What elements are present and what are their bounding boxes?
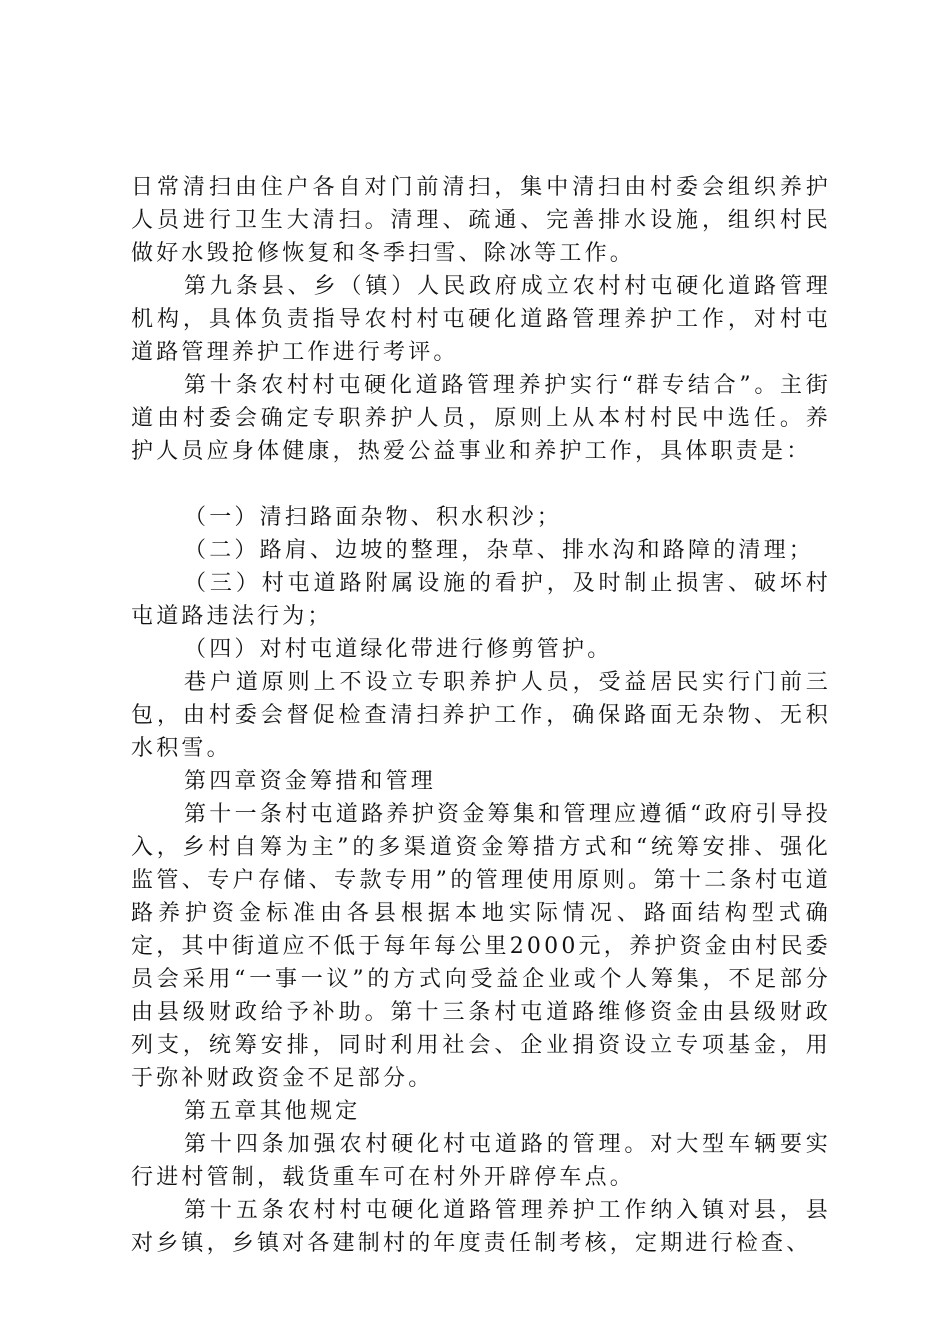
paragraph-article-15: 第十五条农村村屯硬化道路管理养护工作纳入镇对县，县对乡镇，乡镇对各建制村的年度责任制考核，定期进行检查、 [131,1198,831,1256]
paragraph-article-14: 第十四条加强农村硬化村屯道路的管理。对大型车辆要实行进村管制，载货重车可在村外开辟停车点。 [131,1132,831,1190]
chapter-5-heading: 第五章其他规定 [184,1099,361,1124]
list-item-3: （三）村屯道路附属设施的看护，及时制止损害、破坏村屯道路违法行为； [131,571,831,629]
paragraph-article-9: 第九条县、乡（镇）人民政府成立农村村屯硬化道路管理机构，具体负责指导农村村屯硬化道路管理养护工作，对村屯道路管理养护工作进行考评。 [131,274,831,365]
chapter-4-heading: 第四章资金筹措和管理 [184,769,437,794]
paragraph-article-10: 第十条农村村屯硬化道路管理养护实行“群专结合”。主街道由村委会确定专职养护人员，原则上从本村村民中选任。养护人员应身体健康，热爱公益事业和养护工作，具体职责是： [131,373,831,464]
paragraph-alley-roads: 巷户道原则上不设立专职养护人员，受益居民实行门前三包，由村委会督促检查清扫养护工作，确保路面无杂物、无积水积雪。 [131,670,831,761]
list-item-4: （四）对村屯道绿化带进行修剪管护。 [184,637,613,662]
paragraph-article-11-13: 第十一条村屯道路养护资金筹集和管理应遵循“政府引导投入，乡村自筹为主”的多渠道资金筹措方式和“统筹安排、强化监管、专户存储、专款专用”的管理使用原则。第十二条村屯道路养护资金标准由各县根据本地实际情况、路面结构型式确定，其中街道应不低于每年每公里2000元，养护资金由村民委员会采用“一事一议”的方式向受益企业或个人筹集，不足部分由县级财政给予补助。第十三条村屯道路维修资金由县级财政列支，统筹安排，同时利用社会、企业捐资设立专项基金，用于弥补财政资金不足部分。 [131,802,831,1091]
document-body [131,171,831,1260]
paragraph-daily-cleaning: 日常清扫由住户各自对门前清扫，集中清扫由村委会组织养护人员进行卫生大清扫。清理、疏通、完善排水设施，组织村民做好水毁抢修恢复和冬季扫雪、除冰等工作。 [131,175,831,266]
list-item-2: （二）路肩、边坡的整理，杂草、排水沟和路障的清理； [184,538,815,563]
list-item-1: （一）清扫路面杂物、积水积沙； [184,505,563,530]
